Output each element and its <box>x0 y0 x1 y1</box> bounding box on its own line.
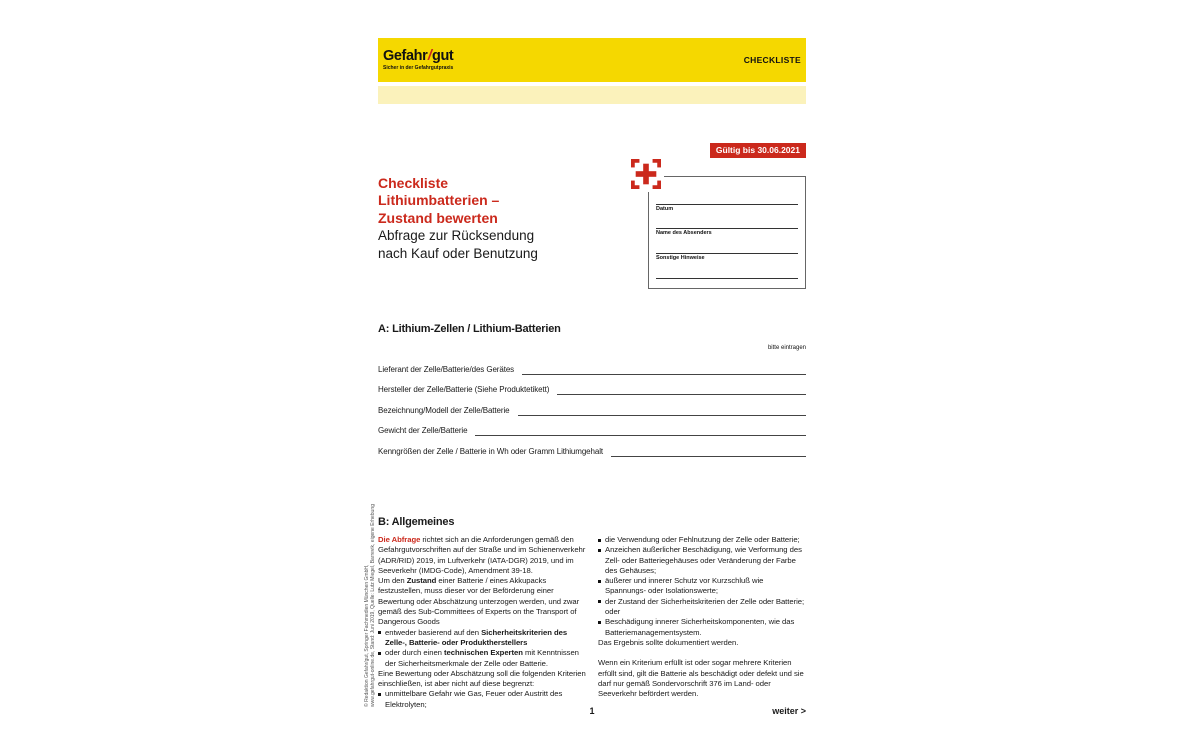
credit-line-1: © Redaktion Gefahr/gut, Springer Fachmedien München GmbH, <box>364 564 370 707</box>
list-item: die Verwendung oder Fehlnutzung der Zelle oder Batterie; <box>598 535 806 545</box>
condition-rest: einer Batterie / eines Akkupacks festzustellen, muss dieser vor der Beförderung einer Bewertung oder Abschätzung unterzogen werden, und zwar gemäß des Sub-Committees of Experts on the Transport of Dangerous Goods <box>378 576 580 627</box>
title-line-3: Zustand bewerten <box>378 209 498 226</box>
next-page-link[interactable]: weiter > <box>772 706 806 716</box>
lead-in-red: Die Abfrage <box>378 535 421 544</box>
checkliste-label: CHECKLISTE <box>743 55 801 65</box>
bullet-text: entweder basierend auf den <box>385 627 482 637</box>
field-label-model: Bezeichnung/Modell der Zelle/Batterie <box>378 406 510 415</box>
field-label-manufacturer: Hersteller der Zelle/Batterie (Siehe Produktetikett) <box>378 385 550 394</box>
list-item: Beschädigung innerer Sicherheitskomponenten, wie das Batteriemanagementsystem. <box>598 617 806 638</box>
subtitle-line-1: Abfrage zur Rücksendung <box>378 228 535 244</box>
credit-line-2: www.gefahrgut-online.de, Stand: Juni 2019, Quelle: Lutz Miegel, Barrevik, eigene Erhebung <box>370 504 376 707</box>
paragraph-scope-rest: richtet sich an die Anforderungen gemäß den Gefahrgutvorschriften auf der Straße und im Schienenverkehr (ADR/RID) 2019, im Luftverkehr (IATA-DGR) 2019, und im Seeverkehr (IMDG-Code), Amendment 39-18. <box>378 535 586 575</box>
sender-name-entry-line[interactable] <box>656 228 798 229</box>
date-entry-line[interactable] <box>656 204 798 205</box>
paragraph-criteria-intro: Eine Bewertung oder Abschätzung soll die folgenden Kriterien einschließen, ist aber nicht auf diese begrenzt: <box>378 668 586 689</box>
logo-tagline: Sicher in der Gefahrgutpraxis <box>383 65 454 71</box>
paragraph-result: Das Ergebnis sollte dokumentiert werden. <box>598 637 739 647</box>
title-line-2: Lithiumbatterien – <box>378 192 500 209</box>
paragraph-consequence: Wenn ein Kriterium erfüllt ist oder sogar mehrere Kriterien erfüllt sind, gilt die Batterie als beschädigt oder defekt und sie darf nur gemäß Sondervorschrift 376 im Land- oder Seeverkehr befördert werden. <box>598 658 804 699</box>
logo-wordmark <box>383 49 453 64</box>
fill-in-hint: bitte eintragen <box>767 345 806 351</box>
copyright-credit <box>364 489 376 707</box>
condition-bold: Zustand <box>406 576 437 586</box>
logo-slash-icon: / <box>427 48 432 64</box>
b-left-column <box>378 535 590 710</box>
list-item: Anzeichen äußerlicher Beschädigung, wie Verformung des Zell- oder Batteriegehäuses oder Veränderung der Farbe des Gehäuses; <box>598 545 806 576</box>
sender-info-box <box>648 176 806 289</box>
list-item: äußerer und innerer Schutz vor Kurzschluß wie Spannungs- oder Isolationswerte; <box>598 576 806 597</box>
page-number: 1 <box>589 706 595 716</box>
notes-entry-line[interactable] <box>656 253 798 254</box>
list-item: der Zustand der Sicherheitskriterien der Zelle oder Batterie; oder <box>598 597 806 618</box>
document-title <box>378 175 538 262</box>
section-b-heading: B: Allgemeines <box>378 516 455 528</box>
assessment-basis-list <box>378 628 590 669</box>
field-underline-supplier[interactable] <box>522 365 806 375</box>
list-item <box>378 628 590 649</box>
gefahrgut-logo <box>383 49 453 71</box>
bullet-text: oder durch einen <box>385 648 444 658</box>
validity-badge: Gültig bis 30.06.2021 <box>710 143 806 158</box>
field-underline-ratings[interactable] <box>611 447 806 457</box>
field-row-supplier <box>378 364 806 375</box>
bullet-bold: Sicherheitskriterien des Zelle-, Batterie- oder Produktherstellers <box>385 627 568 647</box>
header-band <box>378 38 806 82</box>
sender-name-label: Name des Absenders <box>656 230 712 236</box>
date-label: Datum <box>656 206 674 212</box>
logo-gefahr: Gefahr <box>383 48 428 64</box>
b-right-column <box>598 535 806 699</box>
section-a-heading: A: Lithium-Zellen / Lithium-Batterien <box>378 323 561 335</box>
bullet-bold: technischen Experten <box>443 648 523 658</box>
list-item: unmittelbare Gefahr wie Gas, Feuer oder Austritt des Elektrolyten; <box>378 689 590 710</box>
paragraph-scope <box>378 535 590 576</box>
field-underline-manufacturer[interactable] <box>557 385 806 395</box>
header-sub-band <box>378 86 806 104</box>
logo-gut: gut <box>431 48 454 64</box>
extra-entry-line[interactable] <box>656 278 798 279</box>
bullet-text: mit Kenntnissen der Sicherheitsmerkmale der Zelle oder Batterie. <box>385 648 579 668</box>
subtitle-line-2: nach Kauf oder Benutzung <box>378 245 538 261</box>
notes-label: Sonstige Hinweise <box>656 255 705 261</box>
field-row-manufacturer <box>378 384 806 395</box>
title-line-1: Checkliste <box>378 175 449 191</box>
paragraph-condition <box>378 576 590 627</box>
criteria-list-right <box>598 535 806 638</box>
condition-pre: Um den <box>378 576 407 586</box>
field-label-weight: Gewicht der Zelle/Batterie <box>378 426 468 435</box>
field-label-supplier: Lieferant der Zelle/Batterie/des Gerätes <box>378 365 515 374</box>
crosshair-plus-icon <box>628 156 664 192</box>
field-row-weight <box>378 425 806 436</box>
field-underline-weight[interactable] <box>475 426 806 436</box>
field-label-ratings: Kenngrößen der Zelle / Batterie in Wh oder Gramm Lithiumgehalt <box>378 447 604 456</box>
field-row-ratings <box>378 446 806 457</box>
field-underline-model[interactable] <box>518 406 807 416</box>
list-item <box>378 648 590 669</box>
field-row-model <box>378 405 806 416</box>
